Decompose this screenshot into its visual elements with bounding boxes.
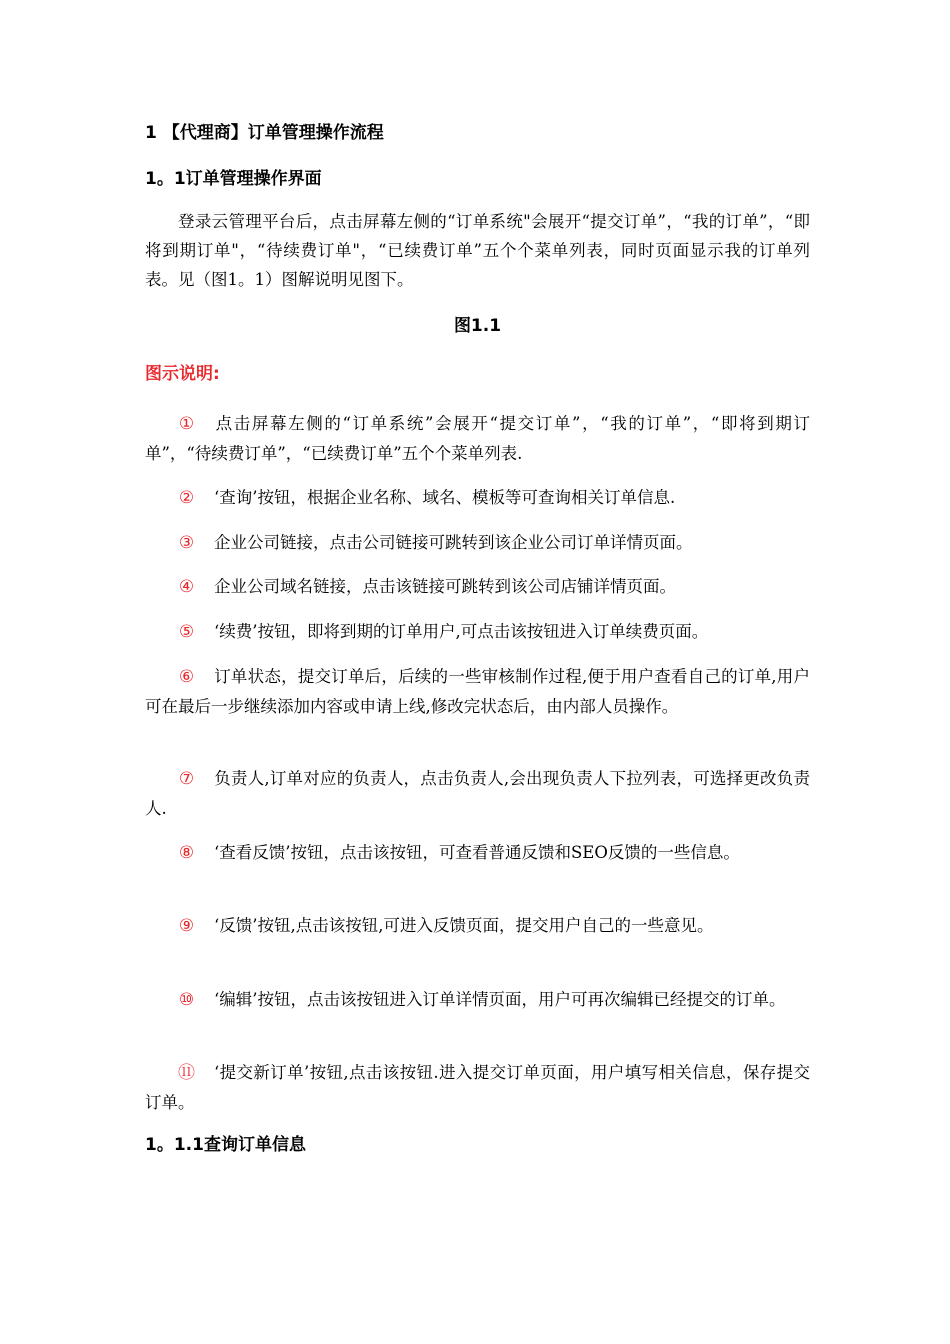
legend-text-6: 订单状态，提交订单后，后续的一些审核制作过程,便于用户查看自己的订单,用户可在最后一步继续添加内容或申请上线,修改完状态后，由内部人员操作。 [145, 667, 810, 716]
section-heading-1-1-1: 1。1.1查询订单信息 [145, 1135, 306, 1155]
legend-text-8: ‘查看反馈’按钮，点击该按钮，可查看普通反馈和SEO反馈的一些信息。 [214, 843, 740, 862]
legend-item-7 [145, 764, 810, 823]
legend-text-5: ‘续费’按钮，即将到期的订单用户,可点击该按钮进入订单续费页面。 [214, 622, 709, 641]
legend-item-4 [145, 572, 810, 602]
legend-item-3 [145, 528, 810, 558]
legend-text-7: 负责人,订单对应的负责人，点击负责人,会出现负责人下拉列表，可选择更改负责人. [145, 769, 810, 818]
legend-text-10: ‘编辑’按钮，点击该按钮进入订单详情页面，用户可再次编辑已经提交的订单。 [214, 990, 786, 1009]
legend-text-4: 企业公司域名链接，点击该链接可跳转到该公司店铺详情页面。 [214, 577, 676, 596]
legend-item-9 [145, 911, 810, 941]
legend-number-6: ⑥ [178, 667, 195, 687]
legend-number-2: ② [178, 488, 195, 508]
legend-number-9: ⑨ [178, 916, 195, 936]
legend-number-5: ⑤ [178, 622, 195, 642]
legend-text-11: ‘提交新订单’按钮,点击该按钮.进入提交订单页面，用户填写相关信息，保存提交订单。 [145, 1063, 810, 1112]
section-heading-1: 1 【代理商】订单管理操作流程 [145, 123, 384, 143]
legend-item-8 [145, 838, 810, 868]
legend-item-10 [145, 985, 810, 1015]
legend-number-10: ⑩ [178, 990, 195, 1010]
legend-title: 图示说明: [145, 364, 220, 384]
legend-text-1: 点击屏幕左侧的“订单系统”会展开“提交订单”，“我的订单”，“即将到期订单”，“待续费订单”，“已续费订单”五个个菜单列表. [145, 414, 810, 463]
legend-number-1: ① [178, 414, 195, 434]
intro-paragraph: 登录云管理平台后，点击屏幕左侧的“订单系统"会展开“提交订单”，“我的订单”，“即将到期订单"，“待续费订单"，“已续费订单”五个个菜单列表，同时页面显示我的订单列表。见（图1。1）图解说明见图下。 [145, 212, 810, 289]
legend-number-3: ③ [178, 533, 195, 553]
legend-item-11 [145, 1058, 810, 1117]
legend-text-3: 企业公司链接，点击公司链接可跳转到该企业公司订单详情页面。 [214, 533, 693, 552]
legend-number-7: ⑦ [178, 769, 195, 789]
section-heading-1-1: 1。1订单管理操作界面 [145, 169, 322, 189]
legend-item-6 [145, 662, 810, 721]
legend-item-5 [145, 617, 810, 647]
figure-caption: 图1.1 [453, 316, 502, 336]
legend-item-2 [145, 483, 810, 513]
legend-number-4: ④ [178, 577, 195, 597]
legend-text-9: ‘反馈’按钮,点击该按钮,可进入反馈页面，提交用户自己的一些意见。 [214, 916, 714, 935]
legend-number-8: ⑧ [178, 843, 195, 863]
legend-number-11: ⑪ [178, 1063, 195, 1083]
legend-text-2: ‘查询’按钮，根据企业名称、域名、模板等可查询相关订单信息. [214, 488, 676, 507]
legend-item-1 [145, 409, 810, 468]
